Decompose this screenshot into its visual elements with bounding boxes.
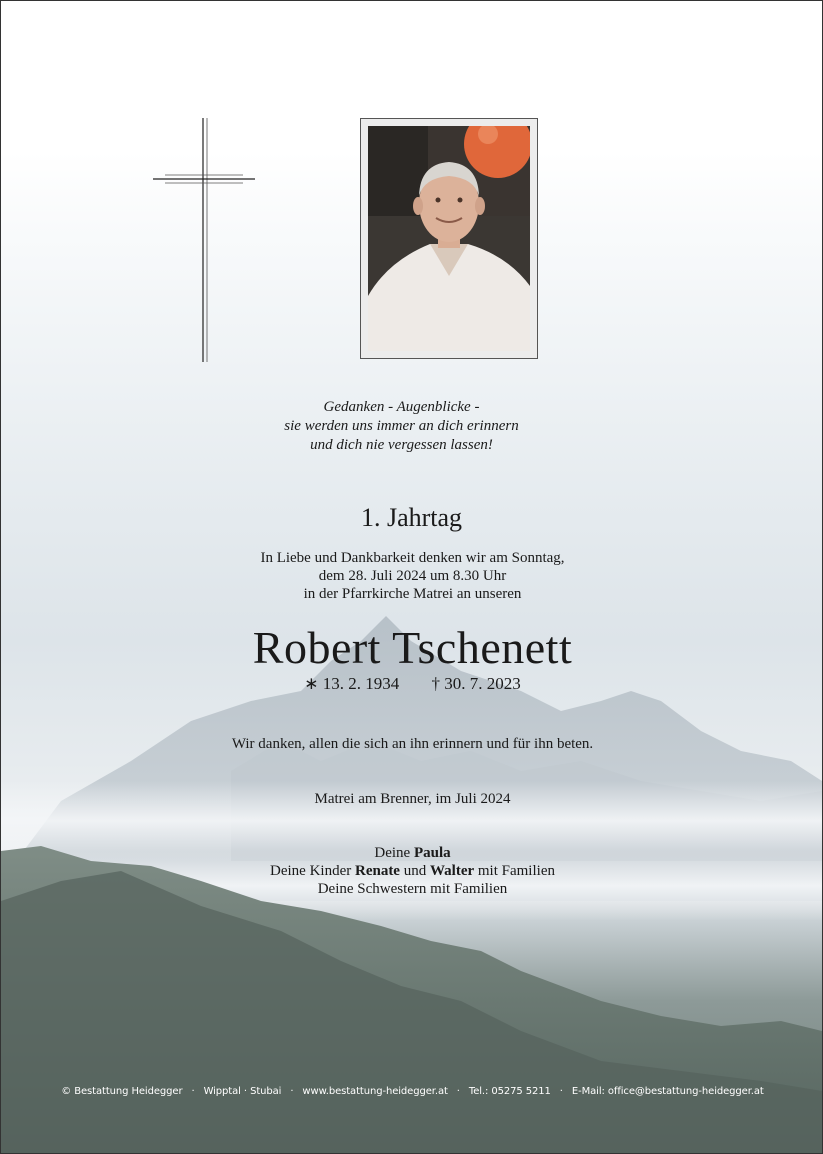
place-date: Matrei am Brenner, im Juli 2024 [314, 791, 511, 807]
footer-company: © Bestattung Heidegger [61, 1086, 183, 1097]
family-name-walter: Walter [429, 863, 475, 879]
quote-line-2: sie werden uns immer an dich erinnern [284, 418, 519, 434]
quote-line-3: und dich nie vergessen lassen! [310, 437, 493, 453]
quote-line-1: Gedanken - Augenblicke - [323, 399, 480, 415]
family-name-renate: Renate [354, 863, 400, 879]
birth-date: ∗ 13. 2. 1934 [304, 674, 400, 693]
intro-line-1: In Liebe und Dankbarkeit denken wir am Sonntag, [260, 550, 565, 566]
death-date: † 30. 7. 2023 [431, 674, 521, 693]
anniversary-title: 1. Jahrtag [360, 503, 463, 532]
footer-website[interactable]: www.bestattung-heidegger.at [302, 1086, 448, 1097]
family-name-paula: Paula [413, 845, 451, 861]
family-line-3: Deine Schwestern mit Familien [317, 881, 508, 897]
family-line-1: Deine Paula [374, 845, 451, 861]
footer-email[interactable]: E-Mail: office@bestattung-heidegger.at [571, 1086, 764, 1097]
intro-line-2: dem 28. Juli 2024 um 8.30 Uhr [318, 568, 507, 584]
portrait-photo [368, 126, 530, 351]
life-dates [0, 674, 823, 694]
footer-phone: Tel.: 05275 5211 [468, 1086, 551, 1097]
deceased-name: Robert Tschenett [252, 622, 573, 673]
intro-line-3: in der Pfarrkirche Matrei an unseren [303, 586, 522, 602]
family-signature [0, 844, 823, 898]
footer: © Bestattung Heidegger · Wipptal · Stubai · www.bestattung-heidegger.at · Tel.: 05275 5211 · E-Mail: office@bestattung-heidegger.at [61, 1086, 764, 1097]
footer-region: Wipptal · Stubai [203, 1086, 282, 1097]
cross-icon [151, 116, 257, 364]
thanks-text: Wir danken, allen die sich an ihn erinnern und für ihn beten. [231, 736, 594, 752]
memorial-quote [0, 398, 823, 455]
invitation-text [0, 549, 823, 603]
family-line-2: Deine Kinder Renate und Walter mit Familien [270, 863, 555, 879]
portrait-frame [360, 118, 538, 359]
